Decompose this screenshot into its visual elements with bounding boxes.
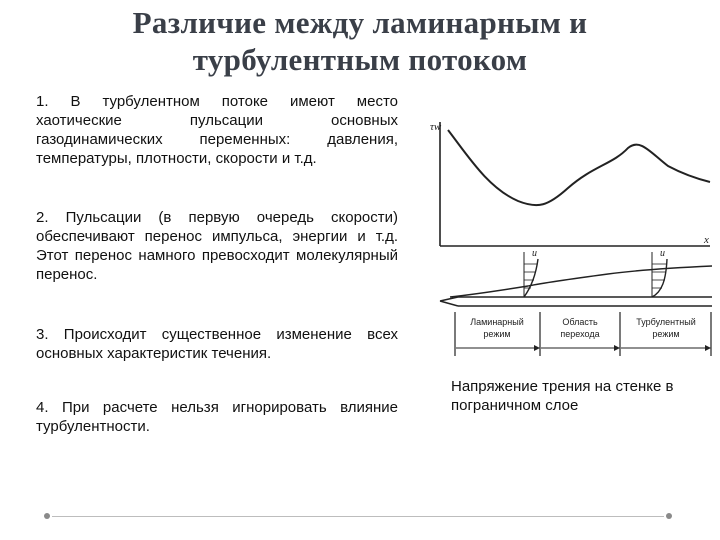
x-axis-label: x xyxy=(704,234,709,246)
y-axis-label: τw xyxy=(430,121,442,133)
velocity-label-1: u xyxy=(532,248,537,259)
decor-line xyxy=(52,516,664,517)
decor-dot-left xyxy=(44,513,50,519)
regime-2-label-line-1: Область xyxy=(562,317,598,327)
boundary-layer-edge xyxy=(450,266,712,297)
plate-leading-edge xyxy=(440,297,458,306)
paragraph-4: 4. При расчете нельзя игнорировать влияние турбулентности. xyxy=(36,399,398,435)
shear-stress-curve xyxy=(448,130,710,205)
regime-1-label-line-2: режим xyxy=(483,329,511,339)
regime-2-label-line-2: перехода xyxy=(560,329,600,339)
regime-3-label-line-2: режим xyxy=(652,329,680,339)
figure-caption: Напряжение трения на стенке в пограничном слое xyxy=(451,378,674,414)
paragraph-1: 1. В турбулентном потоке имеют место хаотические пульсации основных газодинамических переменных: давления, температуры, плотности, скорости и т.д. xyxy=(36,93,398,167)
slide-title-line-1: Различие между ламинарным и xyxy=(132,5,588,40)
decor-dot-right xyxy=(666,513,672,519)
velocity-label-2: u xyxy=(660,248,665,259)
paragraph-2: 2. Пульсации (в первую очередь скорости) обеспечивают перенос импульса, энергии и т.д. Этот перенос намного превосходит молекулярный перенос. xyxy=(36,209,398,283)
slide-title-line-2: турбулентным потоком xyxy=(192,42,528,77)
regime-3-label-line-1: Турбулентный xyxy=(636,317,696,327)
velocity-profile-2 xyxy=(652,259,667,297)
paragraph-3: 3. Происходит существенное изменение всех основных характеристик течения. xyxy=(36,326,398,362)
velocity-profile-1 xyxy=(524,259,538,297)
boundary-layer-figure xyxy=(428,116,718,366)
slide-title xyxy=(60,4,660,78)
regime-1-label-line-1: Ламинарный xyxy=(470,317,524,327)
